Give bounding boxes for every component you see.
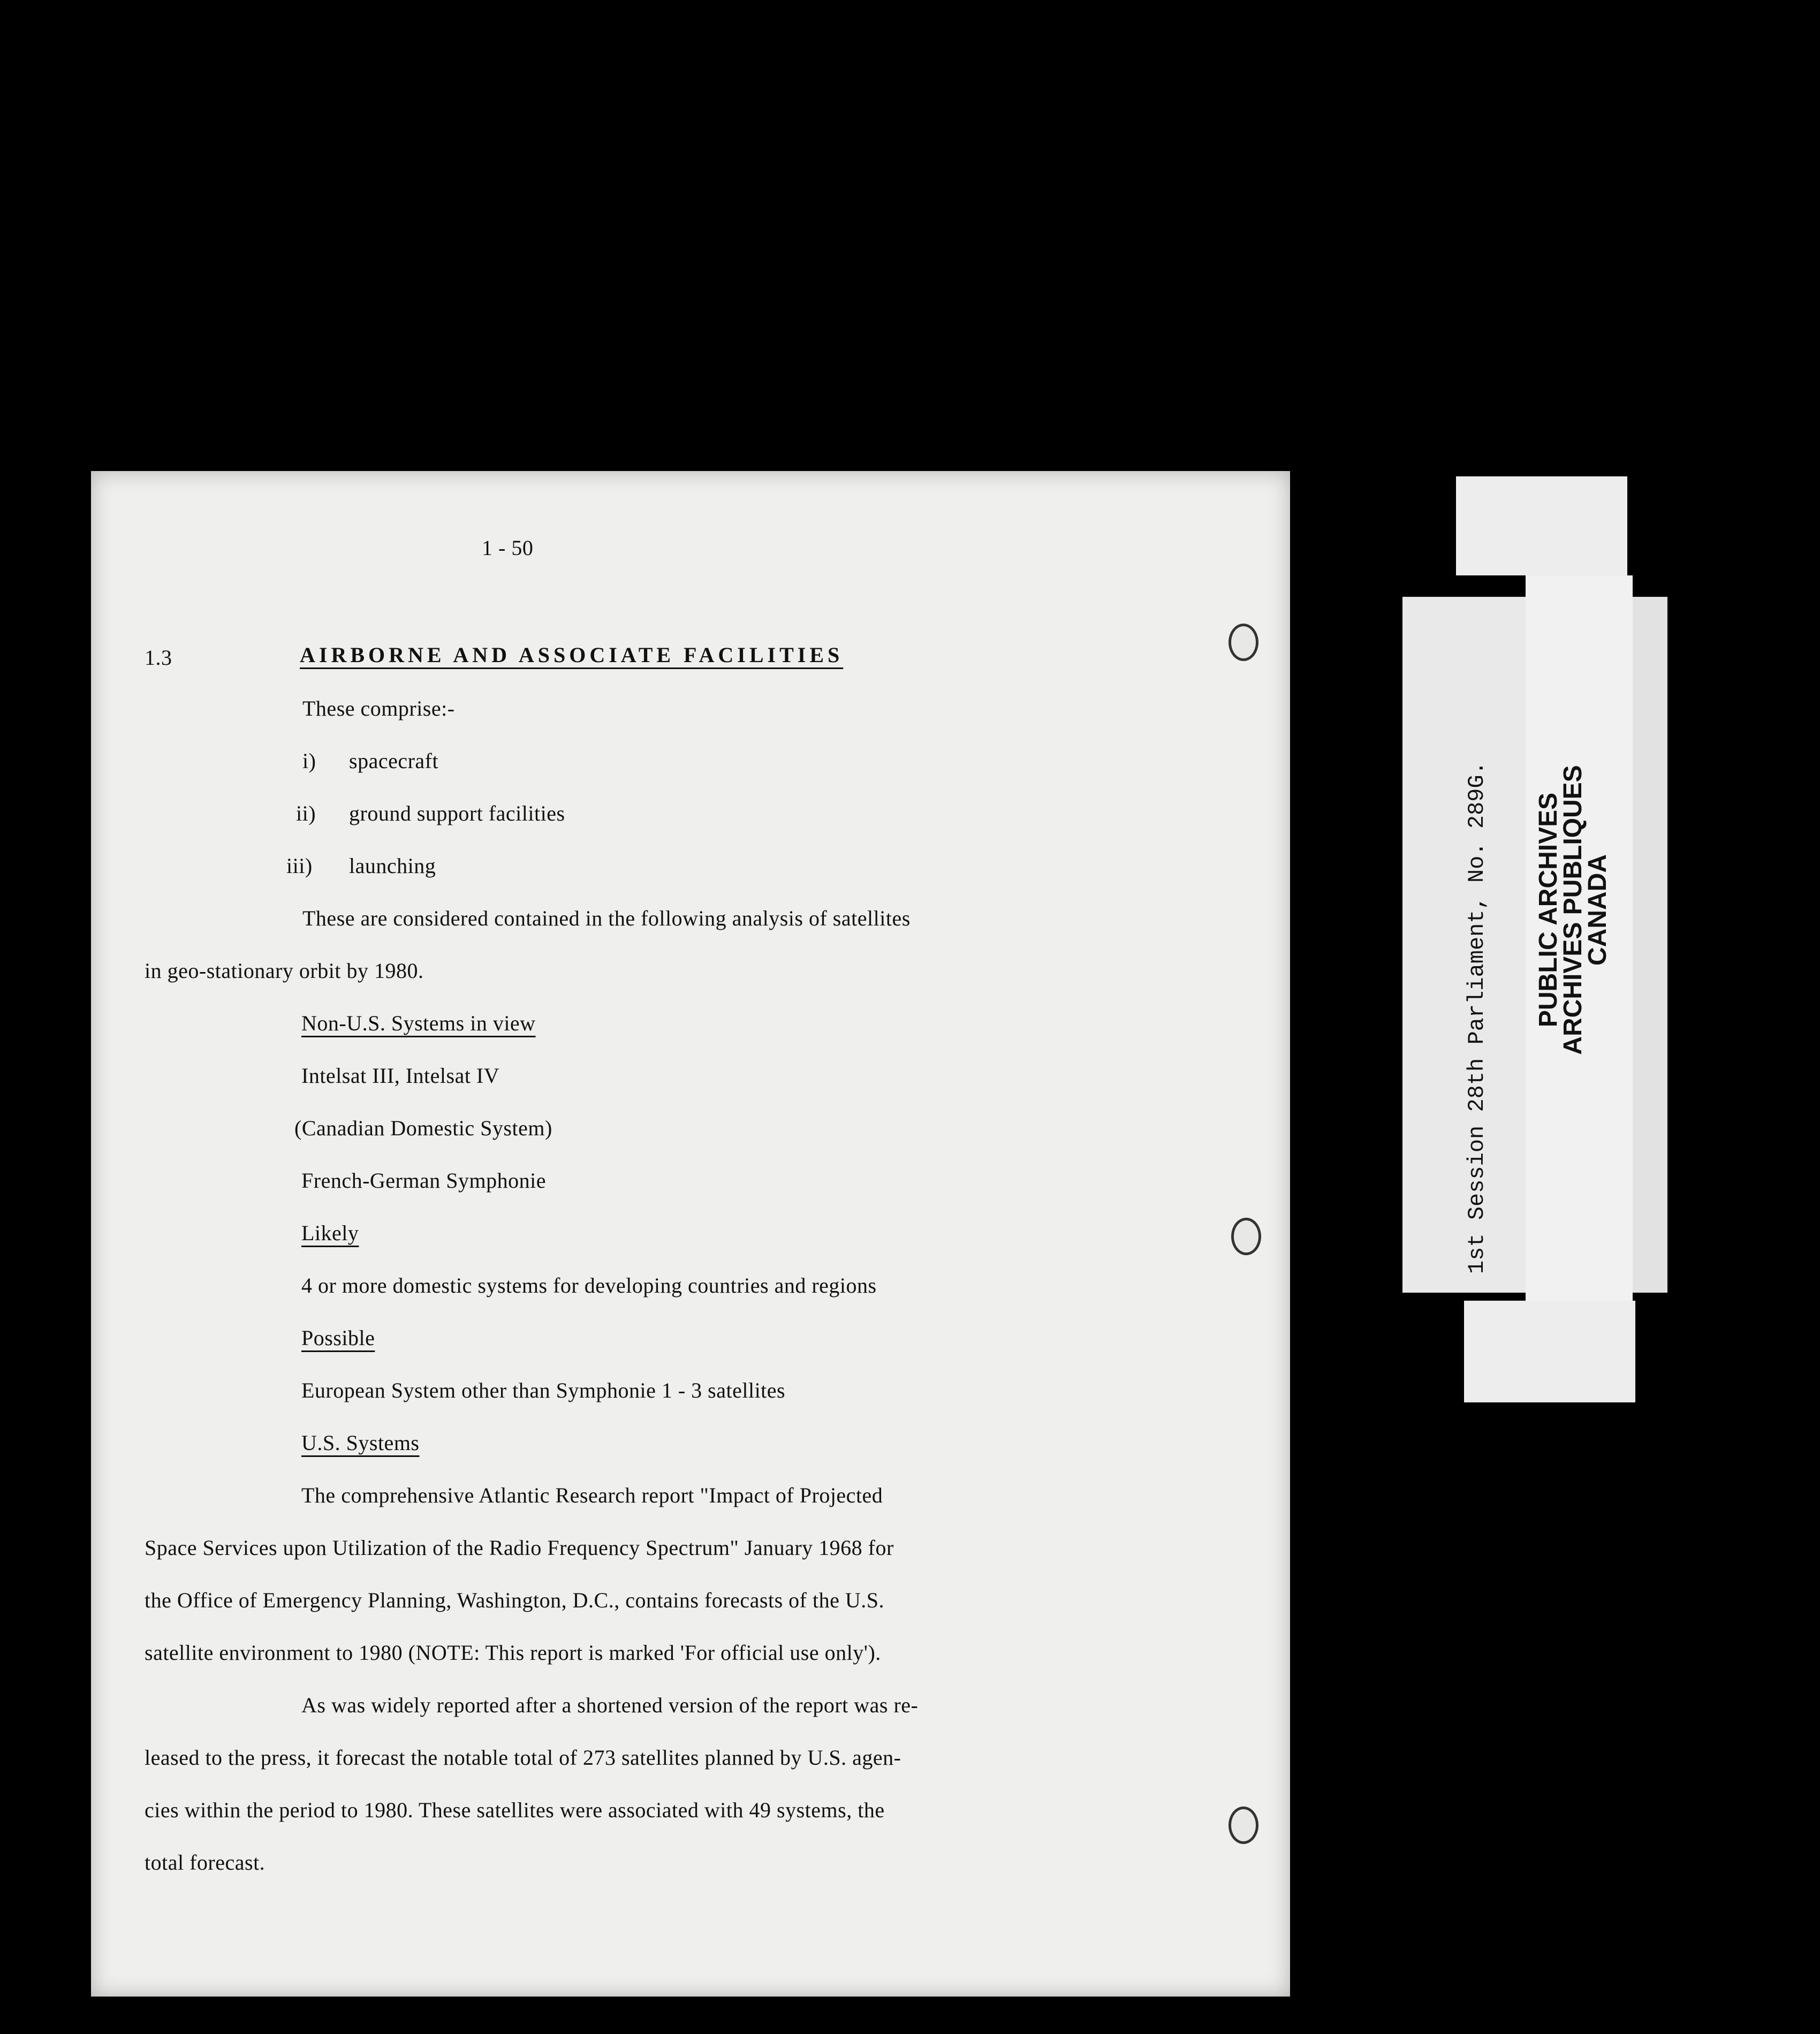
archive-label-edge	[1633, 597, 1667, 1293]
paragraph-line: The comprehensive Atlantic Research report "Impact of Projected	[301, 1483, 883, 1507]
analysis-line: These are considered contained in the following analysis of satellites	[302, 906, 911, 930]
analysis-line: in geo-stationary orbit by 1980.	[145, 959, 424, 983]
non-us-item: (Canadian Domestic System)	[294, 1116, 552, 1140]
list-item: spacecraft	[349, 749, 439, 773]
archive-tab-top	[1456, 476, 1627, 575]
list-marker: i)	[302, 749, 316, 773]
archive-stamp	[1536, 723, 1610, 1097]
archive-stamp-line: PUBLIC ARCHIVES	[1534, 792, 1563, 1028]
archive-stamp-line: CANADA	[1583, 854, 1612, 966]
paragraph-line: total forecast.	[145, 1850, 266, 1874]
section-number: 1.3	[145, 646, 172, 670]
non-us-item: French-German Symphonie	[301, 1168, 546, 1193]
section-title: AIRBORNE AND ASSOCIATE FACILITIES	[300, 643, 844, 667]
likely-text: 4 or more domestic systems for developing countries and regions	[301, 1273, 877, 1297]
possible-heading: Possible	[301, 1326, 375, 1350]
page-number: 1 - 50	[482, 536, 534, 560]
punch-hole	[1228, 1807, 1258, 1844]
archive-reference: 1st Session 28th Parliament, No. 289G.	[1464, 761, 1490, 1274]
paragraph-line: the Office of Emergency Planning, Washington, D.C., contains forecasts of the U.S.	[145, 1588, 884, 1612]
paragraph-line: satellite environment to 1980 (NOTE: This report is marked 'For official use only').	[145, 1641, 881, 1665]
paragraph-line: leased to the press, it forecast the notable total of 273 satellites planned by U.S. agen-	[145, 1745, 901, 1770]
paragraph-line: Space Services upon Utilization of the Radio Frequency Spectrum" January 1968 for	[145, 1536, 894, 1560]
archive-stamp-line: ARCHIVES PUBLIQUES	[1559, 765, 1587, 1055]
paragraph-line: cies within the period to 1980. These satellites were associated with 49 systems, the	[145, 1798, 885, 1822]
list-item: ground support facilities	[349, 801, 565, 825]
punch-hole	[1231, 1218, 1261, 1255]
non-us-heading: Non-U.S. Systems in view	[301, 1011, 536, 1035]
list-marker: ii)	[296, 801, 316, 825]
likely-heading: Likely	[301, 1221, 359, 1245]
non-us-item: Intelsat III, Intelsat IV	[301, 1064, 500, 1088]
intro-text: These comprise:-	[302, 696, 455, 720]
us-heading: U.S. Systems	[301, 1431, 420, 1455]
archive-tab-bottom	[1464, 1301, 1635, 1402]
list-item: launching	[349, 854, 436, 878]
list-marker: iii)	[286, 854, 313, 878]
document-page	[91, 471, 1290, 1997]
paragraph-line: As was widely reported after a shortened version of the report was re-	[301, 1693, 919, 1717]
possible-text: European System other than Symphonie 1 - 3 satellites	[301, 1378, 786, 1402]
punch-hole	[1228, 624, 1258, 661]
